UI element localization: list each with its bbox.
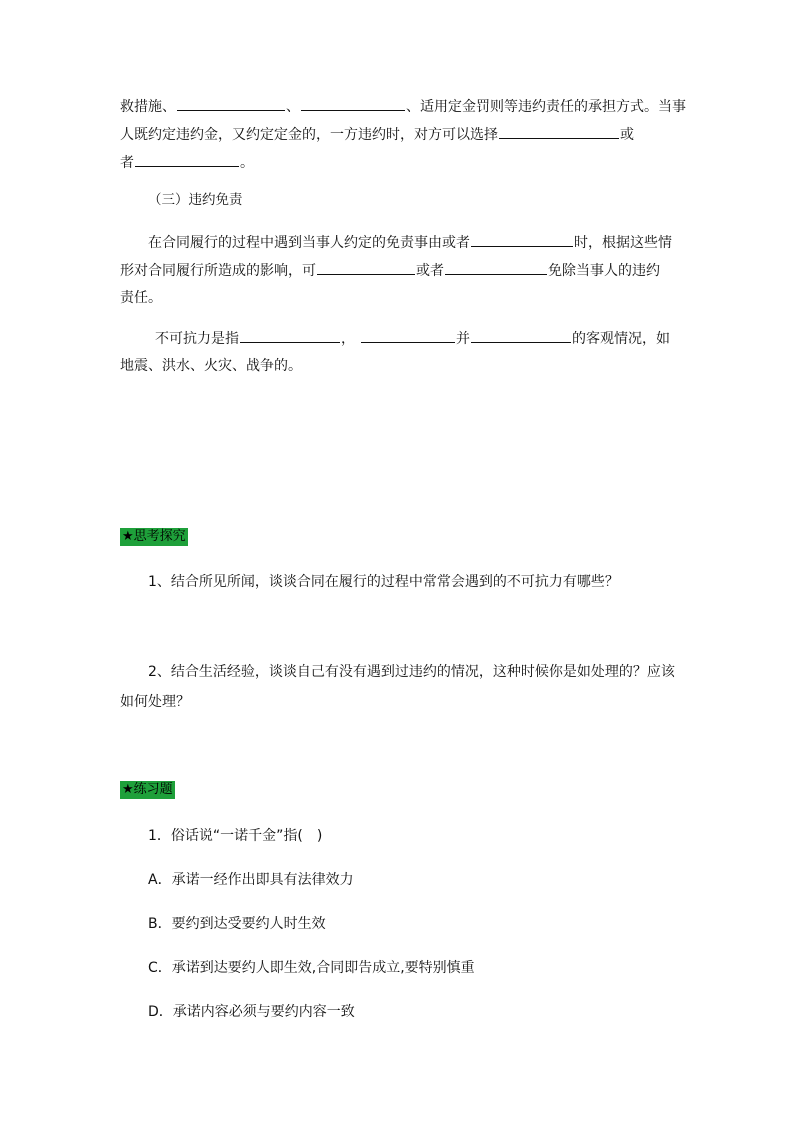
- answer-option-d[interactable]: D．承诺内容必须与要约内容一致: [148, 1004, 355, 1020]
- paragraph-line: 地震、洪水、火灾、战争的。: [120, 358, 302, 374]
- fill-blank[interactable]: [471, 328, 571, 343]
- text: 。: [240, 155, 254, 171]
- section-heading: （三）违约免责: [148, 192, 243, 208]
- text: 在合同履行的过程中遇到当事人约定的免责事由或者: [148, 235, 470, 251]
- think-section-tag: ★思考探究: [122, 529, 186, 544]
- text: 形对合同履行所造成的影响，可: [120, 263, 316, 279]
- text: 或者: [416, 263, 444, 279]
- question-item: 1．俗话说“一诺千金”指( ): [148, 828, 323, 844]
- text: 免除当事人的违约: [548, 263, 660, 279]
- fill-blank[interactable]: [361, 328, 455, 343]
- question-item: 1、结合所见所闻，谈谈合同在履行的过程中常常会遇到的不可抗力有哪些？: [148, 574, 619, 590]
- answer-option-b[interactable]: B．要约到达受要约人时生效: [148, 916, 326, 932]
- fill-blank[interactable]: [317, 260, 415, 275]
- paragraph-line: [120, 260, 660, 281]
- paragraph-line: [155, 328, 670, 349]
- text: 时，根据这些情: [574, 235, 672, 251]
- question-item: 2、结合生活经验，谈谈自己有没有遇到过违约的情况，这种时候你是如处理的？应该: [148, 664, 675, 680]
- text: 不可抗力是指: [155, 331, 239, 347]
- fill-blank[interactable]: [177, 96, 285, 111]
- question-item-continued: 如何处理？: [120, 694, 190, 710]
- text: 、适用定金罚则等违约责任的承担方式。当事: [406, 99, 686, 115]
- fill-blank[interactable]: [445, 260, 547, 275]
- answer-option-a[interactable]: A．承诺一经作出即具有法律效力: [148, 872, 354, 888]
- fill-blank[interactable]: [135, 152, 239, 167]
- text: 、: [286, 99, 300, 115]
- practice-section-tag: ★练习题: [122, 782, 173, 797]
- text: 者: [120, 155, 134, 171]
- text: ，: [341, 331, 355, 347]
- paragraph-line: [120, 152, 254, 173]
- fill-blank[interactable]: [240, 328, 340, 343]
- paragraph-line: [120, 96, 686, 117]
- text: 救措施、: [120, 99, 176, 115]
- text: 或: [620, 127, 634, 143]
- paragraph-line: 责任。: [120, 290, 162, 306]
- fill-blank[interactable]: [301, 96, 405, 111]
- paragraph-line: [148, 232, 672, 253]
- text: 并: [456, 331, 470, 347]
- answer-option-c[interactable]: C．承诺到达要约人即生效,合同即告成立,要特别慎重: [148, 960, 475, 976]
- fill-blank[interactable]: [471, 232, 573, 247]
- text: 的客观情况，如: [572, 331, 670, 347]
- fill-blank[interactable]: [499, 124, 619, 139]
- paragraph-line: [120, 124, 634, 145]
- text: 人既约定违约金，又约定定金的，一方违约时，对方可以选择: [120, 127, 498, 143]
